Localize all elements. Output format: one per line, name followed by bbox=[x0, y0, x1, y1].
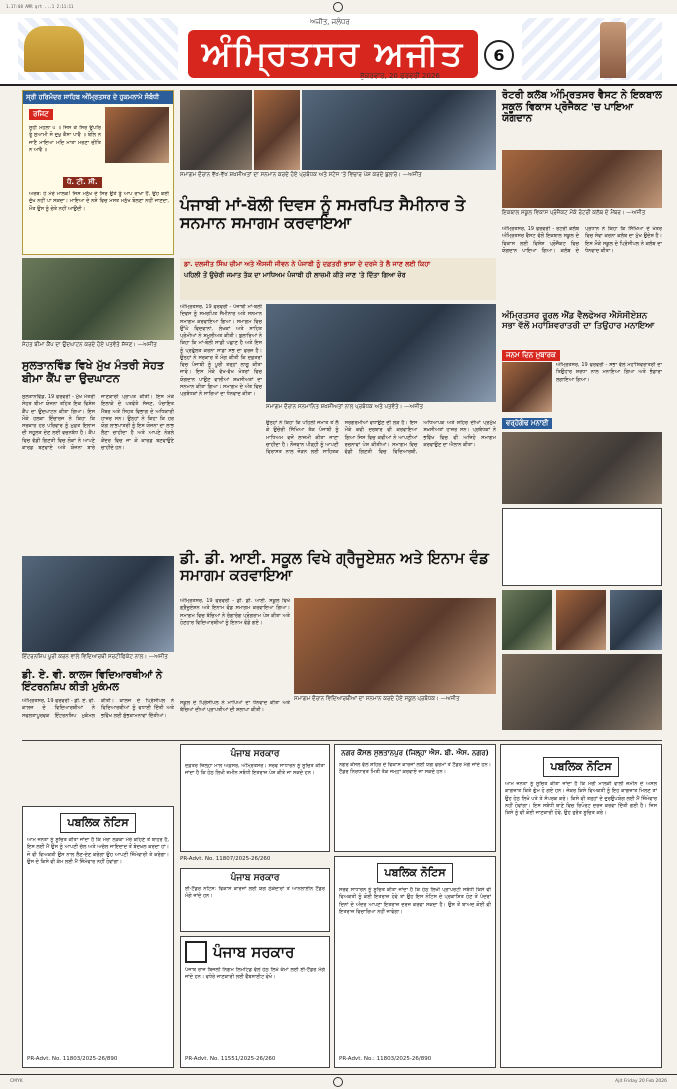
public-notice-center-title: ਪਬਲਿਕ ਨੋਟਿਸ bbox=[377, 863, 452, 883]
public-notice-right-title: ਪਬਲਿਕ ਨੋਟਿਸ bbox=[543, 757, 618, 777]
rotary-headline: ਰੋਟਰੀ ਕਲੱਬ ਅੰਮ੍ਰਿਤਸਰ ਵੈਸਟ ਨੇ ਇਕਬਾਲ ਸਕੂਲ ਵਿਕਾਸ ਪ੍ਰੋਜੈਕਟ 'ਚ ਪਾਇਆ ਯੋਗਦਾਨ bbox=[502, 90, 662, 124]
adv-no-center-2: PR-Advt. No. 11551/2025-26/260 bbox=[185, 1055, 276, 1062]
nagar-council-text: ਨਗਰ ਕੌਂਸਲ ਵੱਲੋਂ ਸ਼ਹਿਰ ਦੇ ਵਿਕਾਸ ਕਾਰਜਾਂ ਲਈ ਯੋਗ ਫਰਮਾਂ ਤੋਂ ਟੈਂਡਰ ਮੰਗੇ ਜਾਂਦੇ ਹਨ। ਟੈਂਡਰ ਨਿਰਧਾਰਤ ਮਿਤੀ ਤੱਕ ਜਮ੍ਹਾਂ ਕਰਵਾਏ ਜਾ ਸਕਦੇ ਹਨ। bbox=[339, 762, 491, 776]
rotary-caption: ਇਕਬਾਲ ਸਕੂਲ ਵਿਕਾਸ ਪ੍ਰੋਜੈਕਟ ਮੌਕੇ ਰੋਟਰੀ ਕਲੱਬ ਦੇ ਮੈਂਬਰ। —ਅਜੀਤ bbox=[502, 210, 646, 216]
mother-tongue-highlight-2: ਪਹਿਲੀ ਤੋਂ ਉਚੇਰੀ ਜਮਾਤ ਤੱਕ ਦਾ ਮਾਧਿਅਮ ਪੰਜਾਬੀ ਹੀ ਲਾਜ਼ਮੀ ਕੀਤੇ ਜਾਣ 'ਤੇ ਦਿੱਤਾ ਗਿਆ ਜ਼ੋਰ bbox=[184, 271, 406, 280]
adv-no-center-3: PR-Advt. No.: 11803/2025-26/890 bbox=[339, 1055, 432, 1062]
mother-tongue-stage-photo bbox=[266, 304, 496, 402]
masthead-decoration-right bbox=[522, 18, 662, 80]
mother-tongue-stage-caption: ਸਮਾਗਮ ਦੌਰਾਨ ਸਨਮਾਨਿਤ ਸ਼ਖ਼ਸੀਅਤਾਂ ਨਾਲ ਪ੍ਰਬੰਧਕ ਅਤੇ ਪਤਵੰਤੇ। —ਅਜੀਤ bbox=[266, 404, 423, 410]
golden-temple-photo bbox=[105, 107, 169, 163]
obituary-photo-3 bbox=[610, 590, 662, 650]
public-notice-center bbox=[334, 856, 496, 1068]
mahashivratri-headline: ਅੰਮ੍ਰਿਤਸਰ ਰੂਰਲ ਐਂਡ ਵੈਲਫੇਅਰ ਐਸੋਸੀਏਸ਼ਨ ਸਭਾ ਵੱਲੋਂ ਮਹਾਂਸ਼ਿਵਰਾਤਰੀ ਦਾ ਤਿਉਹਾਰ ਮਨਾਇਆ bbox=[502, 311, 655, 331]
mother-tongue-body-col1: ਅੰਮ੍ਰਿਤਸਰ, 19 ਫਰਵਰੀ - ਪੰਜਾਬੀ ਮਾਂ-ਬੋਲੀ ਦਿਵਸ ਨੂੰ ਸਮਰਪਿਤ ਸੈਮੀਨਾਰ ਅਤੇ ਸਨਮਾਨ ਸਮਾਗਮ ਕਰਵਾਇਆ ਗਿਆ। ਸਮਾਗਮ ਵਿਚ ਉੱਘੇ ਵਿਦਵਾਨਾਂ, ਲੇਖਕਾਂ ਅਤੇ ਸਾਹਿਤ ਪ੍ਰੇਮੀਆਂ ਨੇ ਸ਼ਮੂਲੀਅਤ ਕੀਤੀ। ਬੁਲਾਰਿਆਂ ਨੇ ਕਿਹਾ ਕਿ ਮਾਂ-ਬੋਲੀ ਸਾਡੀ ਪਛਾਣ ਹੈ ਅਤੇ ਇਸ ਨੂੰ ਪ੍ਰਫੁੱਲਤ ਕਰਨਾ ਸਾਡਾ ਸਭ ਦਾ ਫਰਜ਼ ਹੈ। ਉਨ੍ਹਾਂ ਨੇ ਸਰਕਾਰ ਤੋਂ ਮੰਗ ਕੀਤੀ ਕਿ ਦਫ਼ਤਰਾਂ ਵਿਚ ਪੰਜਾਬੀ ਨੂੰ ਪੂਰੀ ਤਰ੍ਹਾਂ ਲਾਗੂ ਕੀਤਾ ਜਾਵੇ। ਇਸ ਮੌਕੇ ਵੱਖ-ਵੱਖ ਖੇਤਰਾਂ ਵਿਚ ਯੋਗਦਾਨ ਪਾਉਣ ਵਾਲੀਆਂ ਸ਼ਖ਼ਸੀਅਤਾਂ ਦਾ ਸਨਮਾਨ ਕੀਤਾ ਗਿਆ। ਸਮਾਗਮ ਦੇ ਅੰਤ ਵਿਚ ਪ੍ਰਬੰਧਕਾਂ ਨੇ ਸਾਰਿਆਂ ਦਾ ਧੰਨਵਾਦ ਕੀਤਾ। bbox=[180, 304, 262, 397]
adv-no-left: PR-Advt. No. 11803/2025-26/890 bbox=[27, 1055, 118, 1062]
mother-tongue-headline: ਪੰਜਾਬੀ ਮਾਂ-ਬੋਲੀ ਦਿਵਸ ਨੂੰ ਸਮਰਪਿਤ ਸੈਮੀਨਾਰ ਤੇ ਸਨਮਾਨ ਸਮਾਗਮ ਕਰਵਾਇਆ bbox=[180, 195, 466, 233]
registration-mark-top bbox=[333, 2, 343, 12]
ddi-school-body-1: ਅੰਮ੍ਰਿਤਸਰ, 19 ਫਰਵਰੀ - ਡੀ. ਡੀ. ਆਈ. ਸਕੂਲ ਵਿਖੇ ਗ੍ਰੈਜੂਏਸ਼ਨ ਅਤੇ ਇਨਾਮ ਵੰਡ ਸਮਾਗਮ ਕਰਵਾਇਆ ਗਿਆ। ਸਮਾਗਮ ਵਿਚ ਬੱਚਿਆਂ ਨੇ ਰੰਗਾਰੰਗ ਪ੍ਰੋਗਰਾਮ ਪੇਸ਼ ਕੀਤਾ ਅਤੇ ਹੋਣਹਾਰ ਵਿਦਿਆਰਥੀਆਂ ਨੂੰ ਇਨਾਮ ਵੰਡੇ ਗਏ। bbox=[180, 598, 290, 626]
dav-college-photo bbox=[22, 556, 174, 652]
mother-tongue-highlight-1: ਡਾ. ਦਲਜੀਤ ਸਿੰਘ ਚੀਮਾ ਅਤੇ ਐਸਜੀ ਜੀਵਨ ਨੇ ਪੰਜਾਬੀ ਨੂੰ ਦਫ਼ਤਰੀ ਭਾਸ਼ਾ ਦੇ ਦਰਜੇ ਤੇ ਲੈ ਜਾਣ ਲਈ ਕਿਹਾ bbox=[184, 260, 431, 268]
birthday-text: ਅੰਮ੍ਰਿਤਸਰ, 19 ਫਰਵਰੀ - ਸਭਾ ਵੱਲੋਂ ਮਹਾਂਸ਼ਿਵਰਾਤਰੀ ਦਾ ਤਿਉਹਾਰ ਸ਼ਰਧਾ ਨਾਲ ਮਨਾਇਆ ਗਿਆ ਅਤੇ ਭੰਡਾਰਾ ਲਗਾਇਆ ਗਿਆ। bbox=[556, 362, 662, 383]
punjab-govt-notice-2-title: ਪੰਜਾਬ ਸਰਕਾਰ bbox=[230, 873, 280, 883]
anniversary-tag: ਵਰ੍ਹੇਗੰਢ ਮਨਾਈ bbox=[502, 418, 552, 429]
heritage-tower-icon bbox=[600, 22, 626, 78]
mother-tongue-highlights bbox=[180, 258, 496, 300]
adv-no-center-1: PR-Advt. No. 11807/2025-26/260 bbox=[180, 856, 271, 862]
page-number: 6 bbox=[484, 40, 514, 70]
ddi-school-photo bbox=[294, 598, 496, 694]
dav-college-caption: ਇੰਟਰਨਸ਼ਿਪ ਪੂਰੀ ਕਰਨ ਵਾਲੇ ਵਿਦਿਆਰਥੀ ਸਰਟੀਫਿਕੇਟ ਨਾਲ। —ਅਜੀਤ bbox=[22, 654, 168, 660]
sultanwind-caption: ਸੇਹਤ ਬੀਮਾ ਕੈਂਪ ਦਾ ਉਦਘਾਟਨ ਕਰਦੇ ਹੋਏ ਪਤਵੰਤੇ ਸੱਜਣ। —ਅਜੀਤ bbox=[22, 342, 157, 348]
public-notice-right-text: ਆਮ ਜਨਤਾ ਨੂੰ ਸੂਚਿਤ ਕੀਤਾ ਜਾਂਦਾ ਹੈ ਕਿ ਮੇਰੀ ਮਾਲਕੀ ਵਾਲੀ ਜ਼ਮੀਨ ਦੇ ਅਸਲ ਕਾਗਜ਼ਾਤ ਕਿਤੇ ਗੁੰਮ ਹੋ ਗਏ ਹਨ। ਜੇਕਰ ਕਿਸੇ ਵਿਅਕਤੀ ਨੂੰ ਇਹ ਕਾਗਜ਼ਾਤ ਮਿਲਣ ਤਾਂ ਉਹ ਹੇਠ ਲਿਖੇ ਪਤੇ ਤੇ ਸੰਪਰਕ ਕਰੇ। ਕਿਸੇ ਵੀ ਤਰ੍ਹਾਂ ਦੇ ਦੁਰਉਪਯੋਗ ਲਈ ਮੈਂ ਜ਼ਿੰਮੇਵਾਰ ਨਹੀਂ ਹੋਵਾਂਗਾ। ਇਸ ਸਬੰਧੀ ਥਾਣੇ ਵਿਚ ਰਿਪੋਰਟ ਦਰਜ ਕਰਵਾ ਦਿੱਤੀ ਗਈ ਹੈ। ਜਿਸ ਕਿਸੇ ਨੂੰ ਵੀ ਕੋਈ ਜਾਣਕਾਰੀ ਹੋਵੇ, ਉਹ ਤੁਰੰਤ ਸੂਚਿਤ ਕਰੇ। bbox=[505, 781, 657, 816]
obituary-photo-2 bbox=[556, 590, 606, 650]
punjab-govt-notice-1-text: ਦਫ਼ਤਰ ਜ਼ਿਲ੍ਹਾ ਮਾਲ ਅਫ਼ਸਰ, ਅੰਮ੍ਰਿਤਸਰ। ਸਰਵ ਸਾਧਾਰਨ ਨੂੰ ਸੂਚਿਤ ਕੀਤਾ ਜਾਂਦਾ ਹੈ ਕਿ ਹੇਠ ਲਿਖੀ ਜ਼ਮੀਨ ਸਬੰਧੀ ਇਤਰਾਜ਼ ਪੇਸ਼ ਕੀਤੇ ਜਾ ਸਕਦੇ ਹਨ। bbox=[185, 763, 325, 777]
birthday-tag: ਜਨਮ ਦਿਨ ਮੁਬਾਰਕ bbox=[502, 350, 560, 361]
rotary-body: ਅੰਮ੍ਰਿਤਸਰ, 19 ਫਰਵਰੀ - ਰੋਟਰੀ ਕਲੱਬ ਅੰਮ੍ਰਿਤਸਰ ਵੈਸਟ ਵੱਲੋਂ ਇਕਬਾਲ ਸਕੂਲ ਦੇ ਵਿਕਾਸ ਲਈ ਵਿਸ਼ੇਸ਼ ਪ੍ਰੋਜੈਕਟ ਵਿਚ ਯੋਗਦਾਨ ਪਾਇਆ ਗਿਆ। ਕਲੱਬ ਦੇ ਪ੍ਰਧਾਨ ਨੇ ਕਿਹਾ ਕਿ ਸਿੱਖਿਆ ਦੇ ਖੇਤਰ ਵਿਚ ਸੇਵਾ ਕਰਨਾ ਕਲੱਬ ਦਾ ਮੁੱਖ ਉਦੇਸ਼ ਹੈ। ਇਸ ਮੌਕੇ ਸਕੂਲ ਦੇ ਪ੍ਰਿੰਸੀਪਲ ਨੇ ਕਲੱਬ ਦਾ ਧੰਨਵਾਦ ਕੀਤਾ। bbox=[502, 226, 662, 254]
masthead-date: ਸ਼ੁੱਕਰਵਾਰ, 20 ਫਰਵਰੀ 2026 bbox=[360, 72, 440, 80]
group-honor-photo bbox=[302, 90, 496, 170]
singer-photo bbox=[180, 90, 252, 170]
public-notice-center-text: ਸਰਵ ਸਾਧਾਰਨ ਨੂੰ ਸੂਚਿਤ ਕੀਤਾ ਜਾਂਦਾ ਹੈ ਕਿ ਹੇਠ ਲਿਖੀ ਪ੍ਰਾਪਰਟੀ ਸਬੰਧੀ ਕਿਸੇ ਵੀ ਵਿਅਕਤੀ ਨੂੰ ਕੋਈ ਇਤਰਾਜ਼ ਹੋਵੇ ਤਾਂ ਉਹ ਇਸ ਨੋਟਿਸ ਦੇ ਪ੍ਰਕਾਸ਼ਿਤ ਹੋਣ ਤੋਂ ਪੰਦਰਾਂ ਦਿਨਾਂ ਦੇ ਅੰਦਰ ਆਪਣਾ ਇਤਰਾਜ਼ ਦਰਜ ਕਰਵਾ ਸਕਦਾ ਹੈ। ਉਸ ਤੋਂ ਬਾਅਦ ਕੋਈ ਵੀ ਇਤਰਾਜ਼ ਵਿਚਾਰਿਆ ਨਹੀਂ ਜਾਵੇਗਾ। bbox=[339, 887, 491, 915]
hukamnama-translation: ਅਰਥ: ਹੇ ਮੇਰੇ ਮਾਲਕ! ਜਿਸ ਮਨੁੱਖ ਦੇ ਸਿਰ ਉਤੇ ਤੂੰ ਆਪ ਰਾਖਾ ਹੈਂ, ਉਹ ਕੋਈ ਦੁੱਖ ਨਹੀਂ ਪਾ ਸਕਦਾ। ਮਾਇਆ ਦੇ ਨਸ਼ੇ ਵਿਚ ਮਸਤ ਮਨੁੱਖ ਬੋਲਣਾ ਨਹੀਂ ਜਾਣਦਾ, ਮੌਤ ਉਸ ਨੂੰ ਚੇਤੇ ਨਹੀਂ ਆਉਂਦੀ। bbox=[29, 191, 169, 212]
speaker-photo bbox=[254, 90, 300, 170]
obituary-photo-1 bbox=[502, 590, 552, 650]
masthead-title-box bbox=[188, 30, 478, 78]
mother-tongue-body-col2: ਉਨ੍ਹਾਂ ਨੇ ਕਿਹਾ ਕਿ ਪਹਿਲੀ ਜਮਾਤ ਤੋਂ ਲੈ ਕੇ ਉਚੇਰੀ ਸਿੱਖਿਆ ਤੱਕ ਪੰਜਾਬੀ ਨੂੰ ਮਾਧਿਅਮ ਵਜੋਂ ਲਾਜ਼ਮੀ ਕੀਤਾ ਜਾਣਾ ਚਾਹੀਦਾ ਹੈ। ਨੌਜਵਾਨ ਪੀੜ੍ਹੀ ਨੂੰ ਆਪਣੀ ਵਿਰਾਸਤ ਨਾਲ ਜੋੜਨ ਲਈ ਸਾਹਿਤਕ ਸਰਗਰਮੀਆਂ ਵਧਾਉਣ ਦੀ ਲੋੜ ਹੈ। ਇਸ ਮੌਕੇ ਕਵੀ ਦਰਬਾਰ ਵੀ ਕਰਵਾਇਆ ਗਿਆ ਜਿਸ ਵਿਚ ਕਵੀਆਂ ਨੇ ਆਪਣੀਆਂ ਰਚਨਾਵਾਂ ਪੇਸ਼ ਕੀਤੀਆਂ। ਸਮਾਗਮ ਵਿਚ ਵੱਡੀ ਗਿਣਤੀ ਵਿਚ ਵਿਦਿਆਰਥੀ, ਅਧਿਆਪਕ ਅਤੇ ਸ਼ਹਿਰ ਦੀਆਂ ਪ੍ਰਮੁੱਖ ਸ਼ਖ਼ਸੀਅਤਾਂ ਹਾਜ਼ਰ ਸਨ। ਪ੍ਰਬੰਧਕਾਂ ਨੇ ਭਵਿੱਖ ਵਿਚ ਵੀ ਅਜਿਹੇ ਸਮਾਗਮ ਕਰਵਾਉਣ ਦਾ ਐਲਾਨ ਕੀਤਾ। bbox=[266, 420, 496, 455]
file-info-strip: 1.17:08 AMR qrt ...1 2:11:11 bbox=[6, 4, 74, 9]
public-notice-left bbox=[22, 806, 174, 1068]
mother-tongue-top-caption: ਸਮਾਗਮ ਦੌਰਾਨ ਵੱਖ-ਵੱਖ ਸ਼ਖ਼ਸੀਅਤਾਂ ਦਾ ਸਨਮਾਨ ਕਰਦੇ ਹੋਏ ਪ੍ਰਬੰਧਕ ਅਤੇ ਸਟੇਜ 'ਤੇ ਵਿਚਾਰ ਪੇਸ਼ ਕਰਦੇ ਬੁਲਾਰੇ। —ਅਜੀਤ bbox=[180, 172, 422, 178]
ddi-school-caption: ਸਮਾਗਮ ਦੌਰਾਨ ਵਿਦਿਆਰਥੀਆਂ ਦਾ ਸਨਮਾਨ ਕਰਦੇ ਹੋਏ ਸਕੂਲ ਪ੍ਰਬੰਧਕ। —ਅਜੀਤ bbox=[294, 696, 460, 702]
dav-college-headline: ਡੀ. ਏ. ਵੀ. ਕਾਲਜ ਵਿਦਿਆਰਥੀਆਂ ਨੇ ਇੰਟਰਨਸ਼ਿਪ ਕੀਤੀ ਮੁਕੰਮਲ bbox=[22, 670, 163, 693]
hukamnama-text: ਸੂਹੀ ਮਹਲਾ ੫ ॥ ਜਿਸ ਕੇ ਸਿਰ ਊਪਰਿ ਤੂੰ ਸੁਆਮੀ ਸੋ ਦੁਖੁ ਕੈਸਾ ਪਾਵੈ ॥ ਬੋਲਿ ਨ ਜਾਣੈ ਮਾਇਆ ਮਦਿ ਮਾਤਾ ਮਰਣਾ ਚੀਤਿ ਨ ਆਵੈ ॥ bbox=[29, 125, 101, 153]
punjab-govt-big-notice bbox=[180, 936, 330, 1068]
punjab-govt-notice-1 bbox=[180, 744, 330, 852]
public-notice-left-title: ਪਬਲਿਕ ਨੋਟਿਸ bbox=[60, 813, 135, 833]
dav-college-body: ਅੰਮ੍ਰਿਤਸਰ, 19 ਫਰਵਰੀ - ਡੀ. ਏ. ਵੀ. ਕਾਲਜ ਦੇ ਵਿਦਿਆਰਥੀਆਂ ਨੇ ਸਫਲਤਾਪੂਰਵਕ ਇੰਟਰਨਸ਼ਿਪ ਮੁਕੰਮਲ ਕੀਤੀ। ਕਾਲਜ ਦੇ ਪ੍ਰਿੰਸੀਪਲ ਨੇ ਵਿਦਿਆਰਥੀਆਂ ਨੂੰ ਵਧਾਈ ਦਿੱਤੀ ਅਤੇ ਭਵਿੱਖ ਲਈ ਸ਼ੁੱਭਕਾਮਨਾਵਾਂ ਦਿੱਤੀਆਂ। bbox=[22, 698, 174, 719]
registration-mark-bottom bbox=[333, 1077, 343, 1087]
punjab-govt-big-text: ਪੰਜਾਬ ਰਾਜ ਬਿਜਲੀ ਨਿਗਮ ਲਿਮਟਿਡ ਵੱਲੋਂ ਹੇਠ ਲਿਖੇ ਕੰਮਾਂ ਲਈ ਈ-ਟੈਂਡਰ ਮੰਗੇ ਜਾਂਦੇ ਹਨ। ਵਧੇਰੇ ਜਾਣਕਾਰੀ ਲਈ ਵੈੱਬਸਾਈਟ ਵੇਖੋ। bbox=[185, 967, 325, 981]
masthead-title: ਅੰਮ੍ਰਿਤਸਰ ਅਜੀਤ bbox=[201, 34, 465, 74]
punjab-govt-notice-1-title: ਪੰਜਾਬ ਸਰਕਾਰ bbox=[230, 749, 280, 759]
footer-right: Ajit Friday 20 Feb 2026 bbox=[615, 1079, 667, 1084]
footer-left: CMYK bbox=[10, 1079, 23, 1084]
ddi-school-headline: ਡੀ. ਡੀ. ਆਈ. ਸਕੂਲ ਵਿਖੇ ਗ੍ਰੈਜੂਏਸ਼ਨ ਅਤੇ ਇਨਾਮ ਵੰਡ ਸਮਾਗਮ ਕਰਵਾਇਆ bbox=[180, 549, 489, 585]
birthday-child-photo bbox=[502, 362, 552, 412]
obituary-box bbox=[502, 508, 662, 586]
govt-emblem-icon bbox=[185, 941, 207, 963]
hukamnama-badge-1: ਰਜਿਟ bbox=[29, 109, 53, 120]
nagar-council-notice bbox=[334, 744, 496, 852]
masthead-subtitle: ਅਜੀਤ, ਜਲੰਧਰ bbox=[310, 18, 350, 26]
sultanwind-headline: ਸੁਲਤਾਨਵਿੰਡ ਵਿਖੇ ਮੁੱਖ ਮੰਤਰੀ ਸੇਹਤ ਬੀਮਾ ਕੈਂਪ ਦਾ ਉਦਘਾਟਨ bbox=[22, 359, 164, 385]
golden-temple-icon bbox=[24, 26, 84, 72]
sultanwind-body: ਸੁਲਤਾਨਵਿੰਡ, 19 ਫਰਵਰੀ - ਮੁੱਖ ਮੰਤਰੀ ਸੇਹਤ ਬੀਮਾ ਯੋਜਨਾ ਤਹਿਤ ਇਕ ਵਿਸ਼ੇਸ਼ ਕੈਂਪ ਦਾ ਉਦਘਾਟਨ ਕੀਤਾ ਗਿਆ। ਇਸ ਮੌਕੇ ਹਲਕਾ ਇੰਚਾਰਜ ਨੇ ਕਿਹਾ ਕਿ ਸਰਕਾਰ ਹਰ ਪਰਿਵਾਰ ਨੂੰ ਮੁਫ਼ਤ ਇਲਾਜ ਦੀ ਸਹੂਲਤ ਦੇਣ ਲਈ ਵਚਨਬੱਧ ਹੈ। ਕੈਂਪ ਵਿਚ ਵੱਡੀ ਗਿਣਤੀ ਵਿਚ ਲੋਕਾਂ ਨੇ ਆਪਣੇ ਕਾਰਡ ਬਣਵਾਏ ਅਤੇ ਯੋਜਨਾ ਬਾਰੇ ਜਾਣਕਾਰੀ ਪ੍ਰਾਪਤ ਕੀਤੀ। ਇਸ ਮੌਕੇ ਇਲਾਕੇ ਦੇ ਪਤਵੰਤੇ ਸੱਜਣ, ਪੰਚਾਇਤ ਮੈਂਬਰ ਅਤੇ ਸਿਹਤ ਵਿਭਾਗ ਦੇ ਅਧਿਕਾਰੀ ਹਾਜ਼ਰ ਸਨ। ਉਨ੍ਹਾਂ ਨੇ ਕਿਹਾ ਕਿ ਹਰ ਯੋਗ ਲਾਭਪਾਤਰੀ ਨੂੰ ਇਸ ਯੋਜਨਾ ਦਾ ਲਾਭ ਲੈਣਾ ਚਾਹੀਦਾ ਹੈ ਅਤੇ ਆਪਣੇ ਨੇੜਲੇ ਕੇਂਦਰ ਵਿਚ ਜਾ ਕੇ ਕਾਰਡ ਬਣਵਾਉਣੇ ਚਾਹੀਦੇ ਹਨ। bbox=[22, 394, 174, 451]
hukamnama-ad-title: ਸ੍ਰੀ ਹਰਿਮੰਦਰ ਸਾਹਿਬ ਅੰਮ੍ਰਿਤਸਰ ਦੇ ਹੁਕਮਨਾਮੇ ਸੰਬੰਧੀ bbox=[23, 91, 173, 104]
hukamnama-badge-2: ਧੋ. ਟੀ. ਸੀ. bbox=[63, 177, 102, 188]
nagar-council-title: ਨਗਰ ਕੌਂਸਲ ਸੁਲਤਾਨਪੁਰ (ਜਿਲ੍ਹਾ ਐਸ. ਬੀ. ਐਸ. ਨਗਰ) bbox=[341, 749, 489, 757]
rotary-photo bbox=[502, 150, 662, 208]
public-notice-left-text: ਆਮ ਜਨਤਾ ਨੂੰ ਸੂਚਿਤ ਕੀਤਾ ਜਾਂਦਾ ਹੈ ਕਿ ਮੇਰਾ ਲੜਕਾ ਮੇਰੇ ਕਹਿਣੇ ਤੋਂ ਬਾਹਰ ਹੈ, ਇਸ ਲਈ ਮੈਂ ਉਸ ਨੂੰ ਆਪਣੀ ਚੱਲ ਅਤੇ ਅਚੱਲ ਜਾਇਦਾਦ ਤੋਂ ਬੇਦਖ਼ਲ ਕਰਦਾ ਹਾਂ। ਜੋ ਵੀ ਵਿਅਕਤੀ ਉਸ ਨਾਲ ਲੈਣ-ਦੇਣ ਕਰੇਗਾ ਉਹ ਆਪਣੀ ਜ਼ਿੰਮੇਵਾਰੀ ਤੇ ਕਰੇਗਾ। ਉਸ ਦੇ ਕਿਸੇ ਵੀ ਕੰਮ ਲਈ ਮੈਂ ਜ਼ਿੰਮੇਵਾਰ ਨਹੀਂ ਹੋਵਾਂਗਾ। bbox=[27, 837, 169, 865]
hukamnama-ad bbox=[22, 90, 174, 255]
sultanwind-photo bbox=[22, 258, 174, 340]
notices-divider bbox=[22, 740, 662, 741]
ddi-school-body-2: ਸਕੂਲ ਦੇ ਪ੍ਰਿੰਸੀਪਲ ਨੇ ਮਾਪਿਆਂ ਦਾ ਧੰਨਵਾਦ ਕੀਤਾ ਅਤੇ ਬੱਚਿਆਂ ਦੀਆਂ ਪ੍ਰਾਪਤੀਆਂ ਦੀ ਸ਼ਲਾਘਾ ਕੀਤੀ। bbox=[180, 700, 290, 714]
punjab-govt-big-title: ਪੰਜਾਬ ਸਰਕਾਰ bbox=[213, 943, 295, 961]
right-couple-photo bbox=[502, 654, 662, 730]
anniversary-photo bbox=[502, 432, 662, 504]
public-notice-right bbox=[500, 744, 662, 1068]
punjab-govt-notice-2-text: ਈ-ਟੈਂਡਰ ਨੋਟਿਸ: ਵਿਕਾਸ ਕਾਰਜਾਂ ਲਈ ਯੋਗ ਠੇਕੇਦਾਰਾਂ ਤੋਂ ਆਨਲਾਈਨ ਟੈਂਡਰ ਮੰਗੇ ਜਾਂਦੇ ਹਨ। bbox=[185, 886, 325, 900]
punjab-govt-notice-2 bbox=[180, 868, 330, 932]
